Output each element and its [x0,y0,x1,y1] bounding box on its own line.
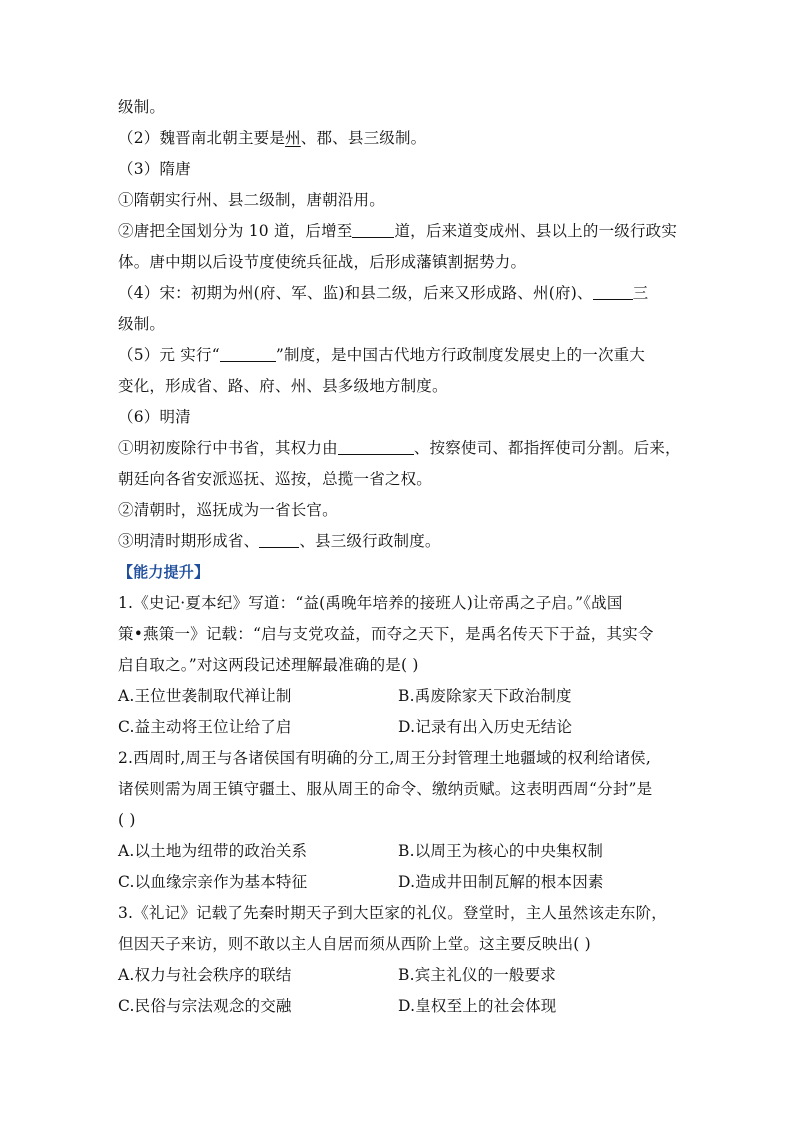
text-line [118,278,678,309]
section-title: 【能力提升】 [118,563,210,581]
text-line [118,92,678,123]
option-d[interactable]: D.记录有出入历史无结论 [398,718,573,736]
text-line [118,371,678,402]
answer-blank[interactable] [352,221,394,238]
text: 道，后来道变成州、县以上的一级行政实 [394,222,678,240]
text-line [118,154,678,185]
text-line [118,402,678,433]
text: 诸侯则需为周王镇守疆土、服从周王的命令、缴纳贡赋。这表明西周“分封”是 [118,780,653,798]
text-line [118,495,678,526]
option-a[interactable]: A.王位世袭制取代禅让制 [118,687,292,705]
section-heading [118,557,678,588]
options-row [118,836,678,867]
text-line [118,185,678,216]
text: （5）元 实行“ [118,346,220,364]
options-row [118,712,678,743]
text: （2）魏晋南北朝主要是 [118,129,286,147]
text: 策•燕策一》记载：“启与支党攻益，而夺之天下，是禹名传天下于益，其实令 [118,625,654,643]
text: （6）明清 [118,408,191,426]
text: 1.《史记·夏本纪》写道：“益(禹晚年培养的接班人)让帝禹之子启。”《战国 [118,594,623,612]
text: 、郡、县三级制。 [300,129,427,147]
text: （4）宋：初期为州(府、军、监)和县二级，后来又形成路、州(府)、 [118,284,593,302]
text-line [118,340,678,371]
text-line [118,247,678,278]
text-line [118,433,681,464]
question-stem-line [118,805,678,836]
text: ③明清时期形成省、 [118,532,260,550]
question-stem-line [118,650,678,681]
text: （3）隋唐 [118,160,191,178]
question-stem-line [118,898,678,929]
text: 朝廷向各省安派巡抚、巡按，总揽一省之权。 [118,470,433,488]
options-row [118,867,678,898]
question-stem-line [118,743,678,774]
question-stem-line [118,929,678,960]
text: ”制度，是中国古代地方行政制度发展史上的一次重大 [275,346,646,364]
option-a[interactable]: A.权力与社会秩序的联结 [118,966,292,984]
text: 变化，形成省、路、府、州、县多级地方制度。 [118,377,448,395]
text: 三 [632,284,649,302]
option-c[interactable]: C.民俗与宗法观念的交融 [118,997,292,1015]
options-row [118,681,678,712]
question-1 [118,588,678,743]
text: 体。唐中期以后设节度使统兵征战，后形成藩镇割据势力。 [118,253,527,271]
option-b[interactable]: B.禹废除家天下政治制度 [398,687,572,705]
option-d[interactable]: D.皇权至上的社会体现 [398,997,557,1015]
text: 但因天子来访，则不敢以主人自居而须从西阶上堂。这主要反映出( ) [118,935,591,953]
question-3 [118,898,678,1022]
question-stem-line [118,619,678,650]
text: 3.《礼记》记载了先秦时期天子到大臣家的礼仪。登堂时，主人虽然该走东阶， [118,904,667,922]
option-a[interactable]: A.以土地为纽带的政治关系 [118,842,308,860]
option-b[interactable]: B.宾主礼仪的一般要求 [398,966,557,984]
underlined-text: 州 [285,129,301,147]
text: 级制。 [118,98,166,116]
option-c[interactable]: C.以血缘宗亲作为基本特征 [118,873,308,891]
question-2 [118,743,678,898]
text-line [118,464,678,495]
text-line [118,123,678,154]
text: ②清朝时，巡抚成为一省长官。 [118,501,338,519]
text: 、按察使司、都指挥使司分割。后来， [413,439,681,457]
question-stem-line [118,588,678,619]
text: 2.西周时,周王与各诸侯国有明确的分工,周王分封管理土地疆域的权利给诸侯, [118,749,651,767]
option-b[interactable]: B.以周王为核心的中央集权制 [398,842,604,860]
answer-blank[interactable] [593,283,633,300]
option-d[interactable]: D.造成井田制瓦解的根本因素 [398,873,604,891]
answer-blank[interactable] [220,345,276,362]
text-line [118,526,678,557]
text: ①明初废除行中书省，其权力由 [118,439,338,457]
options-row [118,991,678,1022]
answer-blank[interactable] [338,438,414,455]
text: 启自取之。”对这两段记述理解最准确的是( ) [118,656,419,674]
answer-blank[interactable] [259,531,299,548]
options-row [118,960,678,991]
text: 级制。 [118,315,166,333]
text: ( ) [118,811,136,829]
option-c[interactable]: C.益主动将王位让给了启 [118,718,292,736]
text-line [118,216,678,247]
question-stem-line [118,774,678,805]
document-content [118,92,681,1022]
text: 、县三级行政制度。 [299,532,441,550]
text: ①隋朝实行州、县二级制，唐朝沿用。 [118,191,385,209]
text: ②唐把全国划分为 10 道，后增至 [118,222,353,240]
text-line [118,309,678,340]
